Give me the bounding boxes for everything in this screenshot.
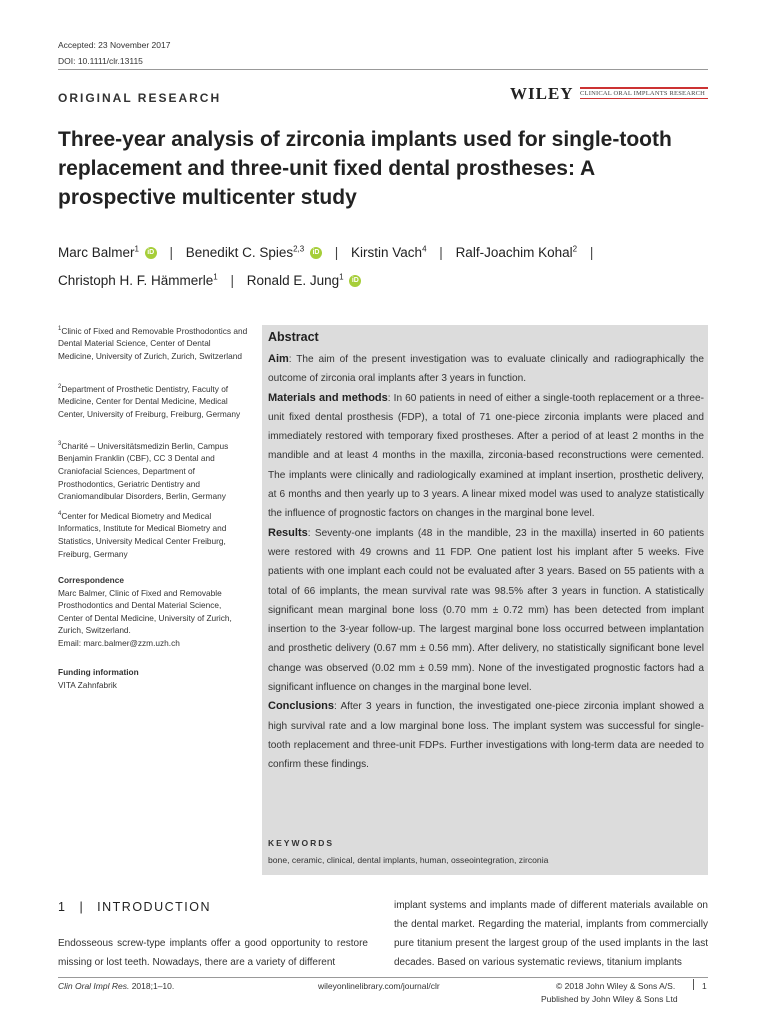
funding-text: VITA Zahnfabrik — [58, 679, 117, 690]
aim-text: : The aim of the present investigation was to evaluate clinically and radiographically the outcome of zirconia oral implants after 3 years in function. — [268, 354, 704, 385]
abstract-aim — [268, 350, 704, 389]
footer-published: Published by John Wiley & Sons Ltd — [541, 994, 678, 1004]
author-name[interactable]: Kirstin Vach — [351, 245, 423, 260]
keywords-text: bone, ceramic, clinical, dental implants, human, osseointegration, zirconia — [268, 855, 549, 865]
introduction-text-right: implant systems and implants made of different materials available on the dental market. Regarding the material, implants from commercially pure titanium present the largest group of the used implants in the last decades. Based on various systematic reviews, titanium implants — [394, 900, 708, 968]
section-number: 1 — [58, 900, 67, 914]
affiliation-1 — [58, 323, 248, 363]
author-separator: | — [334, 245, 339, 260]
funding-heading: Funding information — [58, 667, 139, 677]
citation-journal: Clin Oral Impl Res. — [58, 981, 130, 991]
author-name[interactable]: Ronald E. Jung — [246, 273, 340, 288]
author-affiliation: 1 — [339, 272, 344, 282]
results-text: : Seventy-one implants (48 in the mandible, 23 in the maxilla) inserted in 60 patients were restored with 49 crowns and 11 FDP. One patient lost his implant after 5 weeks. Five patients with one implant each could not be evaluated after 3 years. Based on 55 patients with a total of 66 implants, the mean survival rate was 98.5% after 3 years in function. A statistically significant mean marginal bone loss (0.70 mm ± 0.72 mm) has been detected from implant insertion to the 3-year follow-up. The largest marginal bone loss occurred between implantation and prosthetic delivery (0.67 mm ± 0.56 mm). After delivery, no statistically significant bone level change was observed (0.02 mm ± 0.59 mm). None of the investigated prognostic factors had a significant influence on changes in the marginal bone level. — [268, 527, 704, 694]
footer-rule — [58, 977, 708, 978]
header-rule — [58, 69, 708, 70]
aim-label: Aim — [268, 353, 289, 365]
journal-bar-bottom — [580, 98, 708, 99]
author-affiliation: 1 — [134, 244, 139, 254]
authors-line-1 — [58, 245, 602, 260]
orcid-icon[interactable]: iD — [310, 247, 322, 259]
affiliation-text: Charité – Universitätsmedizin Berlin, Campus Benjamin Franklin (CBF), CC 3 Dental and Craniofacial Sciences, Department of Prosthodontics, Geriatric Dentistry and Craniomandibular Disorders, Berlin, Germany — [58, 440, 229, 502]
orcid-icon[interactable]: iD — [349, 275, 361, 287]
article-title: Three-year analysis of zirconia implants used for single-tooth replacement and three-unit fixed dental prostheses: A prospective multicenter study — [58, 128, 672, 209]
doi[interactable]: DOI: 10.1111/clr.13115 — [58, 56, 143, 66]
author-name[interactable]: Christoph H. F. Hämmerle — [58, 273, 214, 288]
affiliation-2 — [58, 381, 248, 421]
footer-url[interactable]: wileyonlinelibrary.com/journal/clr — [318, 981, 440, 991]
publisher-logo: WILEY — [510, 84, 574, 103]
conclusions-text: : After 3 years in function, the investigated one-piece zirconia implant showed a high survival rate and a low marginal bone loss. The implant system was successful for single-tooth replacement and three-unit FDPs. Further investigations with long-term data are needed to confirm these findings. — [268, 701, 704, 771]
journal-name: CLINICAL ORAL IMPLANTS RESEARCH — [580, 90, 706, 97]
introduction-text-left: Endosseous screw-type implants offer a good opportunity to restore missing or lost teeth. Nowadays, there are a variety of different — [58, 938, 368, 968]
authors-line-2 — [58, 273, 361, 288]
author-separator: | — [439, 245, 443, 260]
correspondence — [58, 574, 248, 650]
author-separator: | — [589, 245, 594, 260]
author-name[interactable]: Benedikt C. Spies — [185, 245, 294, 260]
funding — [58, 666, 248, 691]
correspondence-text: Marc Balmer, Clinic of Fixed and Removable Prosthodontics and Dental Material Science, Center of Dental Medicine, University of Zurich, Zurich, Switzerland. — [58, 587, 232, 636]
affiliation-number: 1 — [58, 326, 62, 332]
author-affiliation: 4 — [422, 244, 427, 254]
author-separator: | — [169, 245, 174, 260]
abstract-body — [268, 350, 704, 775]
author-affiliation: 2 — [572, 244, 578, 254]
accepted-date: Accepted: 23 November 2017 — [58, 40, 171, 50]
abstract-conclusions — [268, 697, 704, 774]
page-number: 1 — [702, 981, 707, 991]
abstract-results — [268, 524, 704, 698]
affiliation-text: Center for Medical Biometry and Medical Informatics, Institute for Medical Biometry and Statistics, University Medical Center Freiburg, Freiburg, Germany — [58, 510, 227, 559]
keywords-heading: KEYWORDS — [268, 838, 335, 848]
affiliation-3 — [58, 438, 248, 503]
author-affiliation: 1 — [213, 272, 218, 282]
section-label: ORIGINAL RESEARCH — [58, 91, 222, 105]
abstract-heading: Abstract — [268, 330, 319, 344]
correspondence-email[interactable]: Email: marc.balmer@zzm.uzh.ch — [58, 637, 180, 648]
conclusions-label: Conclusions — [268, 700, 335, 713]
journal-banner — [580, 87, 708, 99]
section-title: INTRODUCTION — [97, 900, 211, 914]
section-separator: | — [79, 900, 85, 914]
author-affiliation: 2,3 — [293, 244, 305, 254]
orcid-icon[interactable]: iD — [145, 247, 157, 259]
page-number-divider — [693, 979, 694, 990]
footer-citation — [58, 981, 174, 991]
introduction-heading — [58, 900, 211, 914]
results-label: Results — [268, 526, 308, 539]
affiliation-text: Department of Prosthetic Dentistry, Faculty of Medicine, Center for Dental Medicine, Medical Center, University of Freiburg, Freiburg, Germany — [58, 383, 241, 419]
footer-copyright: © 2018 John Wiley & Sons A/S. — [556, 981, 676, 991]
affiliation-text: Clinic of Fixed and Removable Prosthodontics and Dental Material Science, Center of Dental Medicine, University of Zurich, Zurich, Switzerland — [58, 325, 248, 361]
methods-text: : In 60 patients in need of either a single-tooth replacement or a three-unit fixed dental prosthesis (FDP), a total of 71 one-piece zirconia implants were placed and immediately restored with temporary fixed prostheses. After a period of at least 2 months in the mandible and at least 4 months in the maxilla, zirconia-based reconstructions were cemented. The implants were clinically and radiologically examined at implant insertion, prosthetic delivery, at 6 months and then yearly up to 3 years. A linear mixed model was used to analyze statistically the influence of prognostic factors on changes in the marginal bone level. — [268, 392, 704, 520]
methods-label: Materials and methods — [268, 391, 388, 404]
affiliation-number: 2 — [58, 384, 62, 390]
affiliation-number: 3 — [58, 441, 62, 447]
correspondence-heading: Correspondence — [58, 575, 124, 585]
citation-details: 2018;1–10. — [129, 981, 175, 991]
abstract-methods — [268, 389, 704, 524]
affiliation-number: 4 — [58, 511, 62, 517]
author-name[interactable]: Ralf-Joachim Kohal — [455, 245, 573, 260]
author-separator: | — [230, 273, 235, 288]
author-name[interactable]: Marc Balmer — [58, 245, 135, 260]
affiliation-4 — [58, 508, 248, 560]
